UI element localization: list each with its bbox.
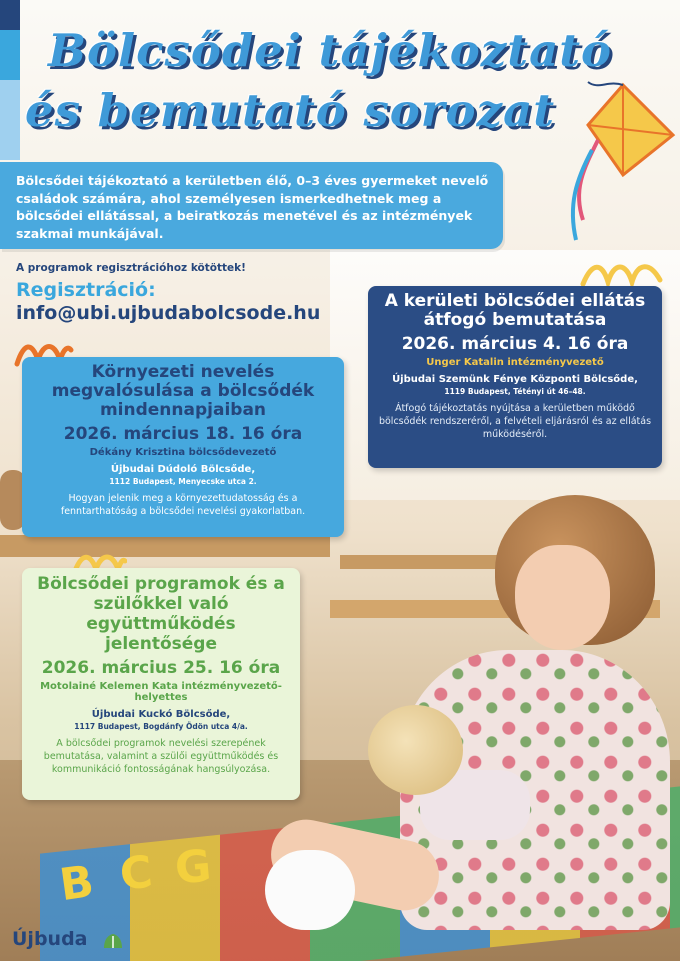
- event-date: 2026. március 25. 16 óra: [41, 658, 281, 678]
- event-description: A bölcsődei programok nevelési szerepének bemutatása, valamint a szülői együttműködés és kommunikáció fontosságának hangsúlyozása.: [43, 738, 279, 775]
- registration-label: Regisztráció:: [16, 279, 156, 301]
- intro-text: Bölcsődei tájékoztató a kerületben élő, 0–3 éves gyermeket nevelő családok számára, ahol személyesen ismerkedhetnek meg a bölcsődei ellátással, a beiratkozás menetével és az intézmények szakmai munkájával.: [0, 162, 503, 249]
- event-card: [22, 357, 344, 537]
- event-address: 1119 Budapest, Tétényi út 46–48.: [444, 387, 586, 396]
- event-venue: Újbudai Kuckó Bölcsőde,: [91, 709, 231, 720]
- ujbuda-logo: Újbuda: [12, 928, 88, 950]
- mat-letter: B: [56, 855, 97, 912]
- event-card: [22, 568, 300, 800]
- doll-photo-head: [368, 705, 463, 795]
- girl-photo-sock: [265, 850, 355, 930]
- event-date: 2026. március 18. 16 óra: [63, 424, 303, 444]
- event-title: Környezeti nevelés megvalósulása a bölcsődék mindennapjaiban: [51, 362, 315, 420]
- mat-letter: C: [117, 846, 155, 901]
- registration-note: A programok regisztrációhoz kötöttek!: [16, 262, 246, 274]
- event-address: 1112 Budapest, Menyecske utca 2.: [109, 477, 257, 486]
- event-title: Bölcsődei programok és a szülőkkel való együttműködés jelentősége: [37, 574, 285, 654]
- event-card: [368, 286, 662, 468]
- page-title-line-2: és bemutató sorozat: [24, 84, 556, 137]
- leaf-logo-icon: [102, 932, 124, 950]
- girl-photo-face: [515, 545, 610, 650]
- event-date: 2026. március 4. 16 óra: [401, 334, 629, 354]
- event-address: 1117 Budapest, Bogdánfy Ödön utca 4/a.: [74, 722, 248, 731]
- registration-email-link[interactable]: info@ubi.ujbudabolcsode.hu: [16, 302, 321, 324]
- event-title: A kerületi bölcsődei ellátás átfogó bemutatása: [384, 291, 646, 330]
- event-venue: Újbudai Szemünk Fénye Központi Bölcsőde,: [392, 374, 638, 385]
- event-venue: Újbudai Dúdoló Bölcsőde,: [110, 464, 256, 475]
- mat-letter: G: [172, 840, 214, 895]
- event-presenter: Unger Katalin intézményvezető: [426, 357, 604, 368]
- event-description: Átfogó tájékoztatás nyújtása a kerületben működő bölcsődék rendszeréről, a felvételi eljárásról és az ellátás működéséről.: [378, 403, 652, 440]
- event-description: Hogyan jelenik meg a környezettudatosság és a fenntarthatóság a bölcsődei nevelési gyakorlatban.: [60, 493, 306, 517]
- background-shelf: [0, 535, 330, 557]
- page-title-line-1: Bölcsődei tájékoztató: [47, 24, 613, 77]
- kite-icon: [568, 80, 678, 250]
- event-presenter: Dékány Krisztina bölcsődevezető: [89, 447, 277, 458]
- event-presenter: Motolainé Kelemen Kata intézményvezető-helyettes: [40, 681, 282, 703]
